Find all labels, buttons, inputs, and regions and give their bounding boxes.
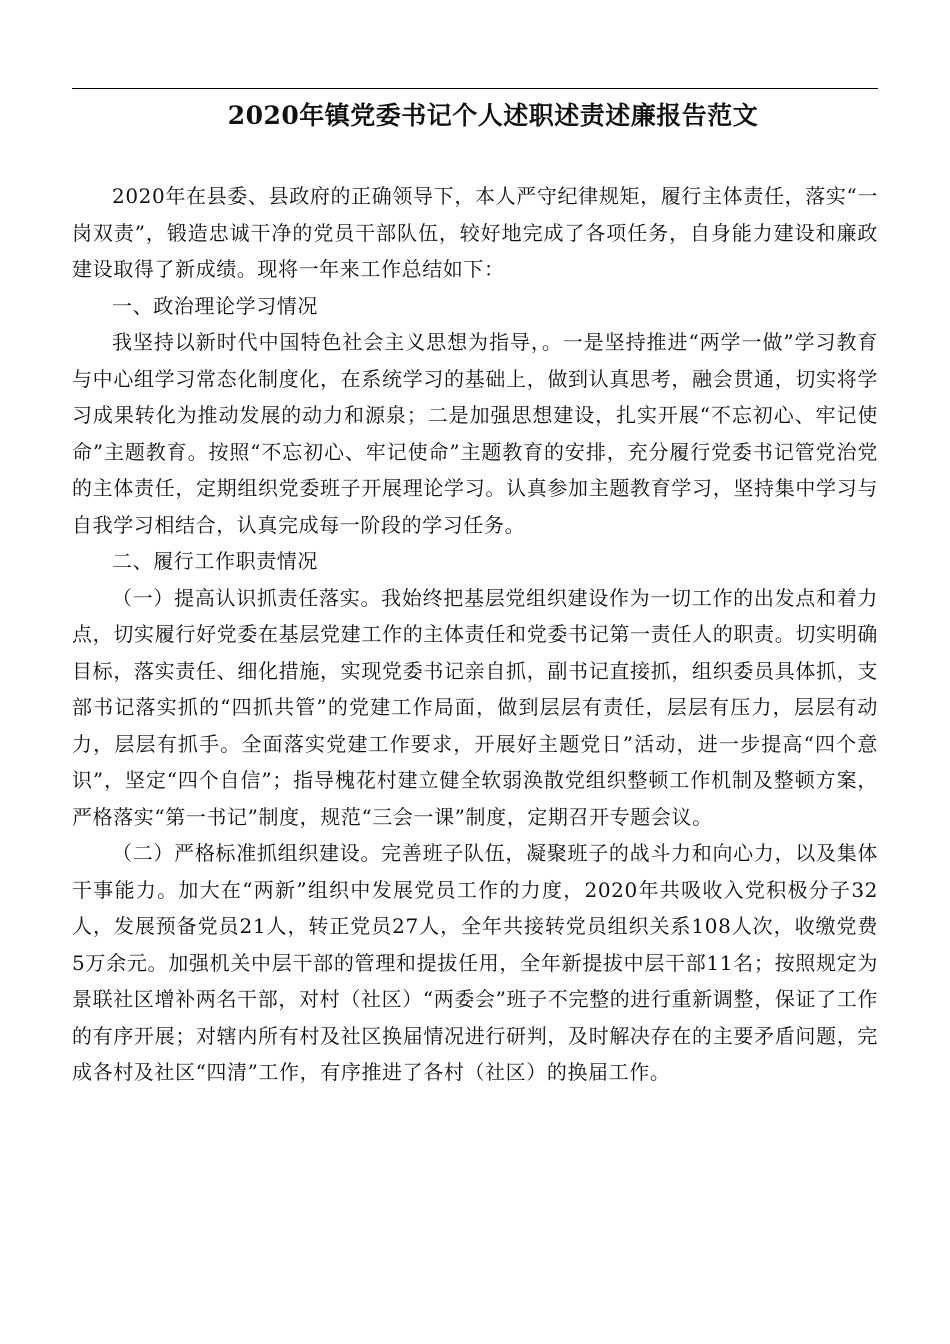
duties-paragraph-1: （一）提高认识抓责任落实。我始终把基层党组织建设作为一切工作的出发点和着力点，切实履行好党委在基层党建工作的主体责任和党委书记第一责任人的职责。切实明确目标，落实责任、细化措施，实现党委书记亲自抓，副书记直接抓，组织委员具体抓，支部书记落实抓的“四抓共管”的党建工作局面，做到层层有责任，层层有压力，层层有动力，层层有抓手。全面落实党建工作要求，开展好主题党日”活动，进一步提高“四个意识”，坚定“四个自信”；指导槐花村建立健全软弱涣散党组织整顿工作机制及整顿方案，严格落实“第一书记”制度，规范“三会一课”制度，定期召开专题会议。 bbox=[72, 585, 878, 829]
section-heading-political-study: 一、政治理论学习情况 bbox=[112, 293, 318, 318]
section-heading-duties: 二、履行工作职责情况 bbox=[112, 549, 318, 573]
duties-paragraph-2: （二）严格标准抓组织建设。完善班子队伍，凝聚班子的战斗力和向心力，以及集体干事能力。加大在“两新”组织中发展党员工作的力度，2020年共吸收入党积极分子32人，发展预备党员21人，转正党员27人，全年共接转党员组织关系108人次，收缴党费5万余元。加强机关中层干部的管理和提拔任用，全年新提拔中层干部11名；按照规定为景联社区增补两名干部，对村（社区）“两委会”班子不完整的进行重新调整，保证了工作的有序开展；对辖内所有村及社区换届情况进行研判，及时解决存在的主要矛盾问题，完成各村及社区“四清”工作，有序推进了各村（社区）的换届工作。 bbox=[72, 841, 878, 1084]
document-body bbox=[72, 178, 878, 1091]
document-title: 2020年镇党委书记个人述职述责述廉报告范文 bbox=[227, 101, 759, 130]
header-rule bbox=[72, 88, 878, 89]
political-study-paragraph: 我坚持以新时代中国特色社会主义思想为指导，。一是坚持推进“两学一做”学习教育与中心组学习常态化制度化，在系统学习的基础上，做到认真思考，融会贯通，切实将学习成果转化为推动发展的动力和源泉；二是加强思想建设，扎实开展“不忘初心、牢记使命”主题教育。按照“不忘初心、牢记使命”主题教育的安排，充分履行党委书记管党治党的主体责任，定期组织党委班子开展理论学习。认真参加主题教育学习，坚持集中学习与自我学习相结合，认真完成每一阶段的学习任务。 bbox=[72, 330, 878, 537]
intro-paragraph: 2020年在县委、县政府的正确领导下，本人严守纪律规矩，履行主体责任，落实“一岗双责”，锻造忠诚干净的党员干部队伍，较好地完成了各项任务，自身能力建设和廉政建设取得了新成绩。现将一年来工作总结如下： bbox=[72, 184, 878, 281]
